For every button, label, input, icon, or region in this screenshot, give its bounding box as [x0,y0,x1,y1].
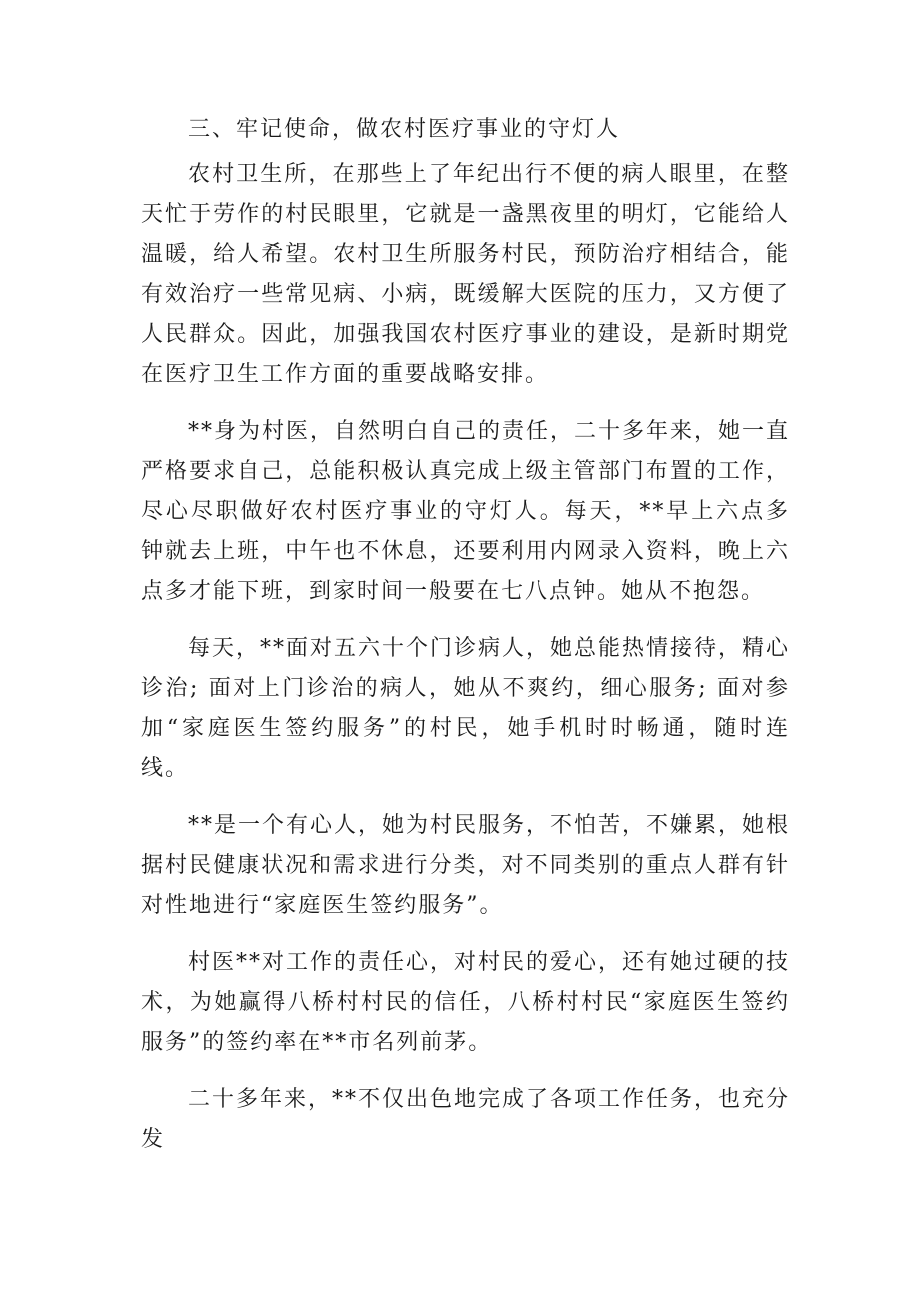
section-heading: 三、牢记使命，做农村医疗事业的守灯人 [188,117,621,142]
paragraph-caring-service: **是一个有心人，她为村民服务，不怕苦，不嫌累，她根据村民健康状况和需求进行分类，对不同类别的重点人群有针对性地进行“家庭医生签约服务”。 [141,813,791,918]
paragraph-twenty-years: 二十多年来，**不仅出色地完成了各项工作任务，也充分发 [141,1087,791,1152]
paragraph-trust: 村医**对工作的责任心，对村民的爱心，还有她过硬的技术，为她赢得八桥村村民的信任，八桥村村民“家庭医生签约服务”的签约率在**市名列前茅。 [141,950,791,1055]
paragraph-daily-patients: 每天，**面对五六十个门诊病人，她总能热情接待，精心诊治; 面对上门诊治的病人，她从不爽约，细心服务; 面对参加“家庭医生签约服务”的村民，她手机时时畅通，随时连线。 [141,636,791,781]
paragraph-village-doctor-duty: **身为村医，自然明白自己的责任，二十多年来，她一直严格要求自己，总能积极认真完成上级主管部门布置的工作，尽心尽职做好农村医疗事业的守灯人。每天，**早上六点多钟就去上班，中午也不休息，还要利用内网录入资料，晚上六点多才能下班，到家时间一般要在七八点钟。她从不抱怨。 [141,419,791,604]
paragraph-rural-clinic: 农村卫生所，在那些上了年纪出行不便的病人眼里，在整天忙于劳作的村民眼里，它就是一盏黑夜里的明灯，它能给人温暖，给人希望。农村卫生所服务村民，预防治疗相结合，能有效治疗一些常见病、小病，既缓解大医院的压力，又方便了人民群众。因此，加强我国农村医疗事业的建设，是新时期党在医疗卫生工作方面的重要战略安排。 [141,162,790,387]
